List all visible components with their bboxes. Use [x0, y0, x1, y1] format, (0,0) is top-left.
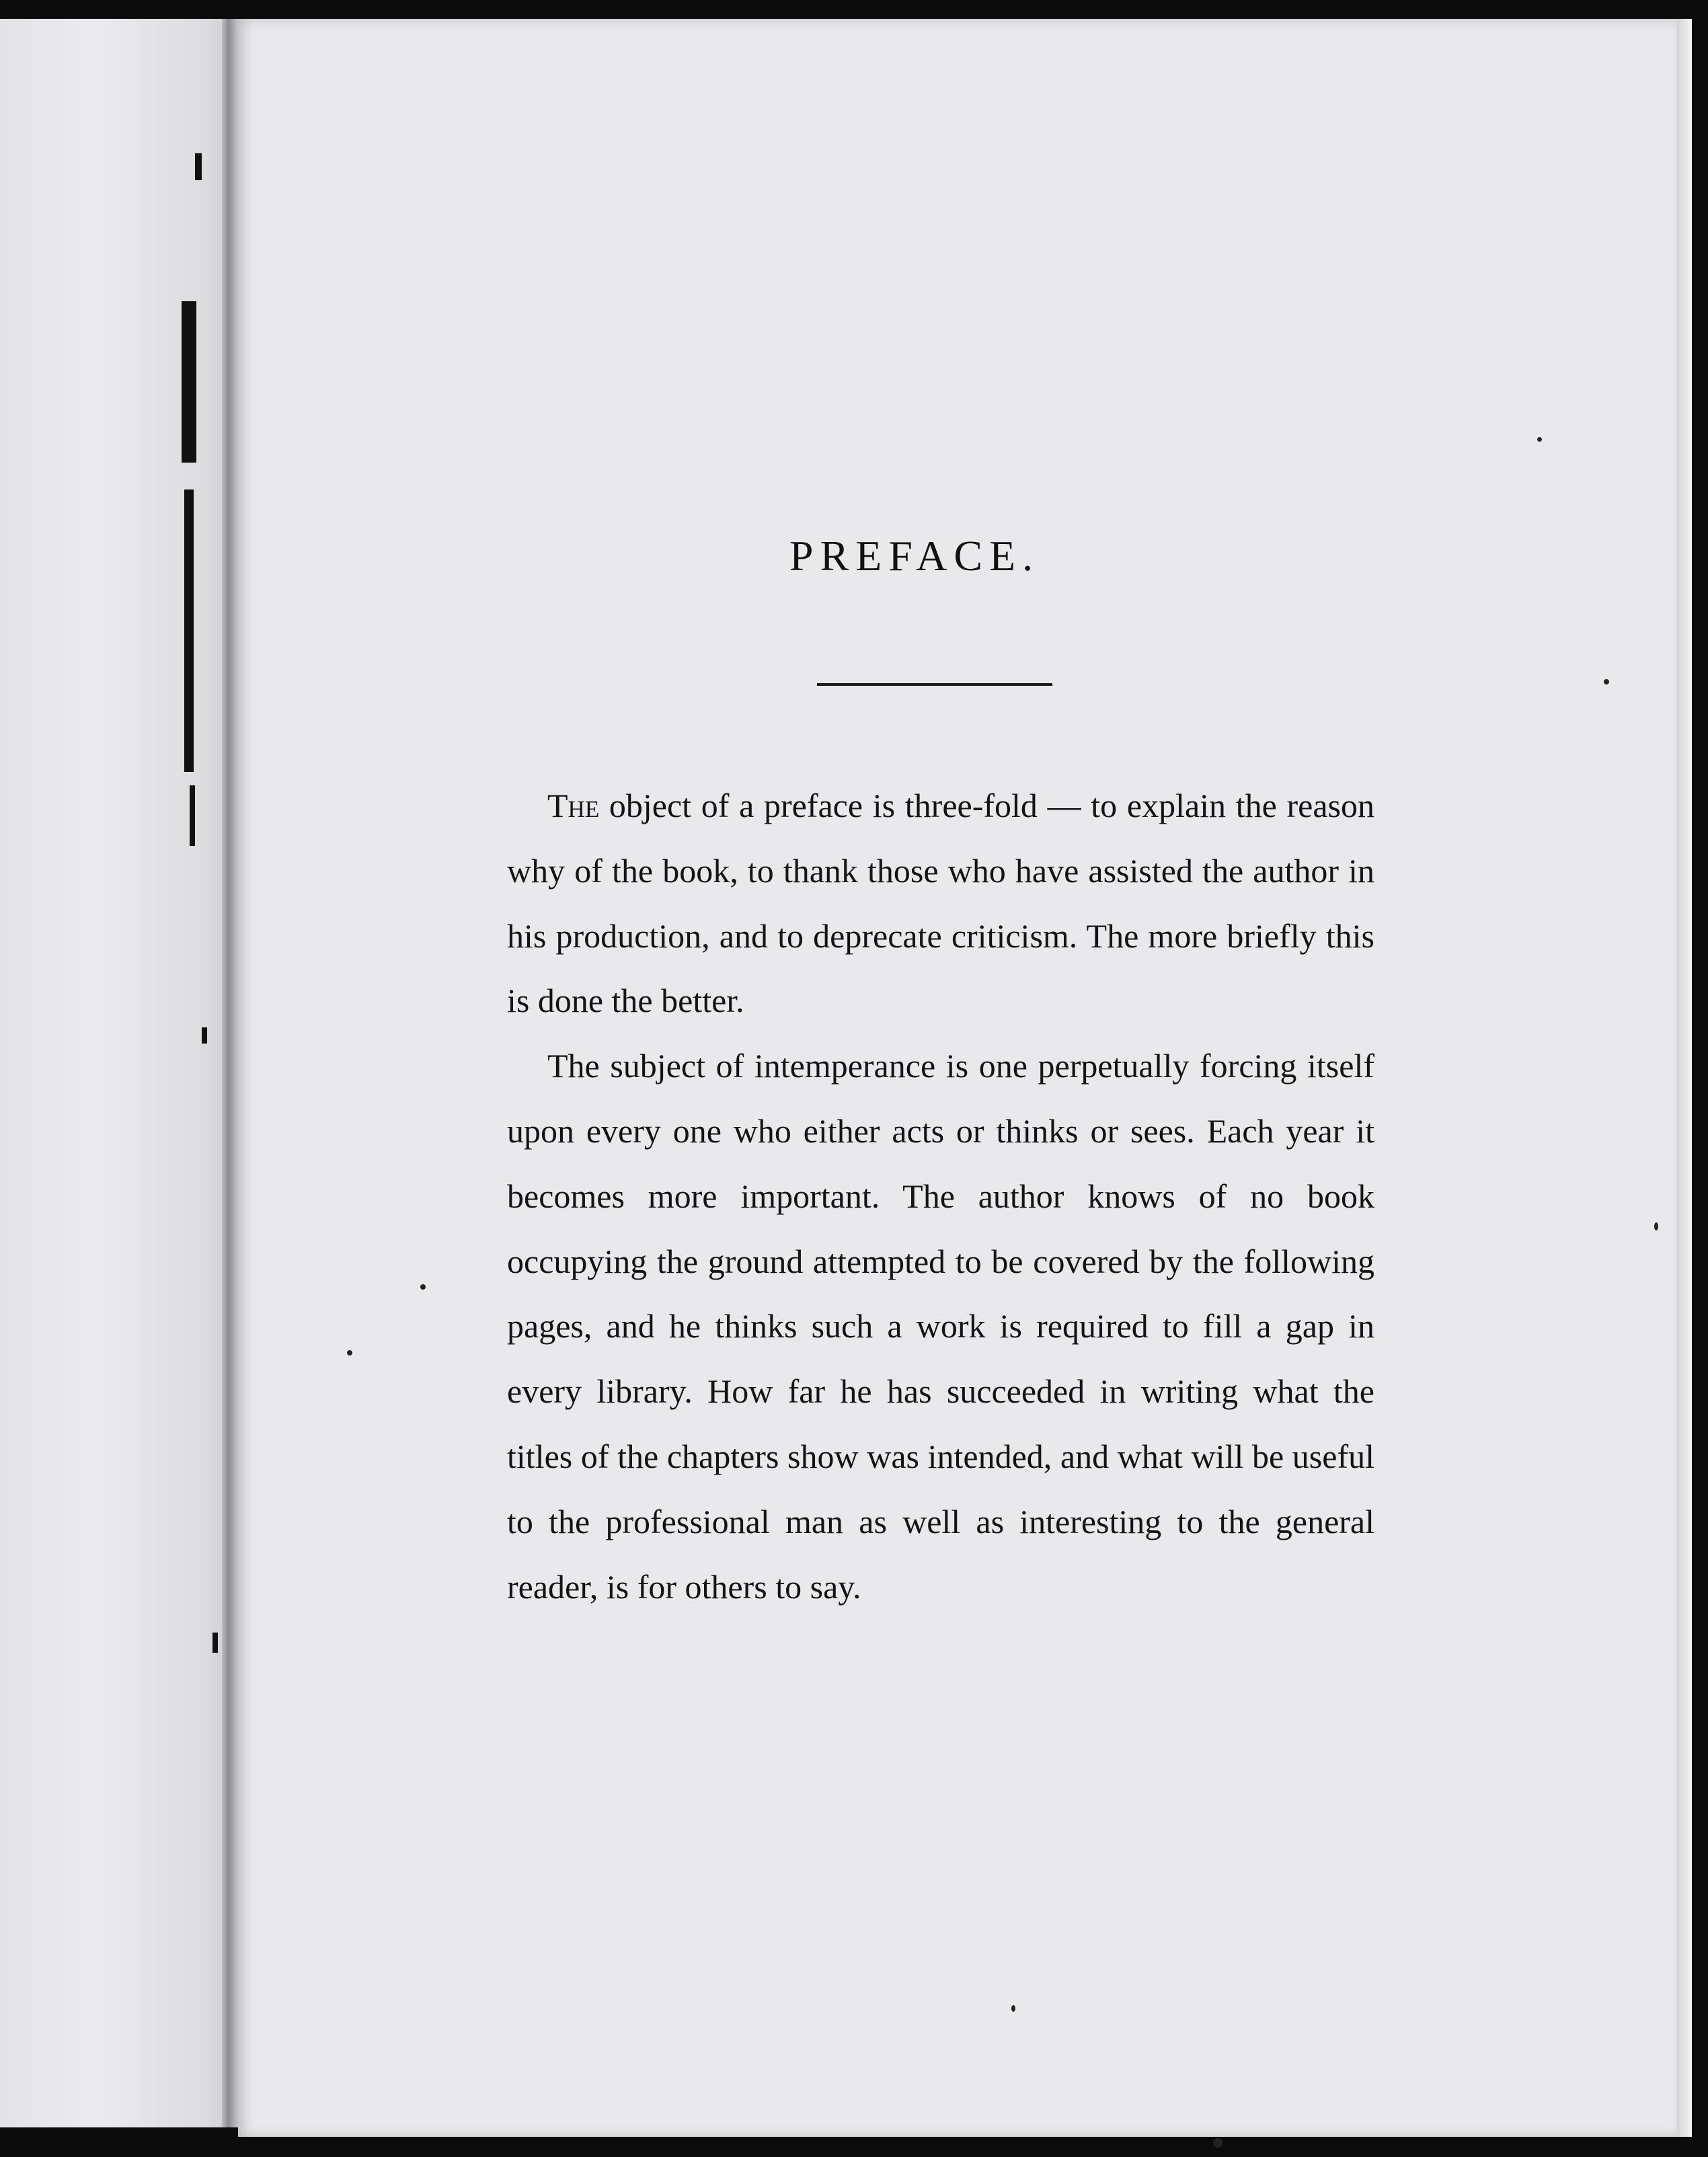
page-title: PREFACE. [789, 532, 1040, 580]
binding-mark [195, 153, 202, 180]
ink-speck [1537, 437, 1542, 442]
ink-speck [1604, 679, 1609, 684]
paragraph-2 [507, 1033, 1374, 1619]
title-divider [817, 683, 1052, 686]
page-edge [1677, 19, 1692, 2137]
ink-speck [347, 1350, 352, 1356]
binding-mark [184, 489, 194, 772]
paragraph-1 [507, 773, 1374, 1033]
binding-mark [202, 1027, 207, 1044]
preface-body [507, 773, 1374, 1619]
binding-mark [190, 785, 195, 846]
binding-mark [212, 1633, 218, 1653]
paragraph-text: object of a preface is three-fold — to explain the reason why of the book, to thank those who have assisted the author in his production, and to deprecate criticism. The more briefly this is done the better. [507, 787, 1374, 1020]
binding-mark [182, 301, 196, 463]
ink-speck [1213, 2138, 1222, 2148]
ink-speck [1011, 2005, 1015, 2012]
ink-speck [420, 1284, 426, 1290]
ink-speck [1654, 1222, 1658, 1230]
paragraph-lead-word: The [547, 787, 600, 824]
spine-shadow [222, 19, 238, 2127]
facing-page-gutter [0, 19, 242, 2127]
paragraph-text: The subject of intemperance is one perpetually forcing itself upon every one who either acts or thinks or sees. Each year it becomes more important. The author knows of no book occupying the ground attempted to be covered by the following pages, and he thinks such a work is required to fill a gap in every library. How far he has succeeded in writing what the titles of the chapters show was intended, and what will be useful to the professional man as well as interesting to the general reader, is for others to say. [507, 1047, 1374, 1606]
